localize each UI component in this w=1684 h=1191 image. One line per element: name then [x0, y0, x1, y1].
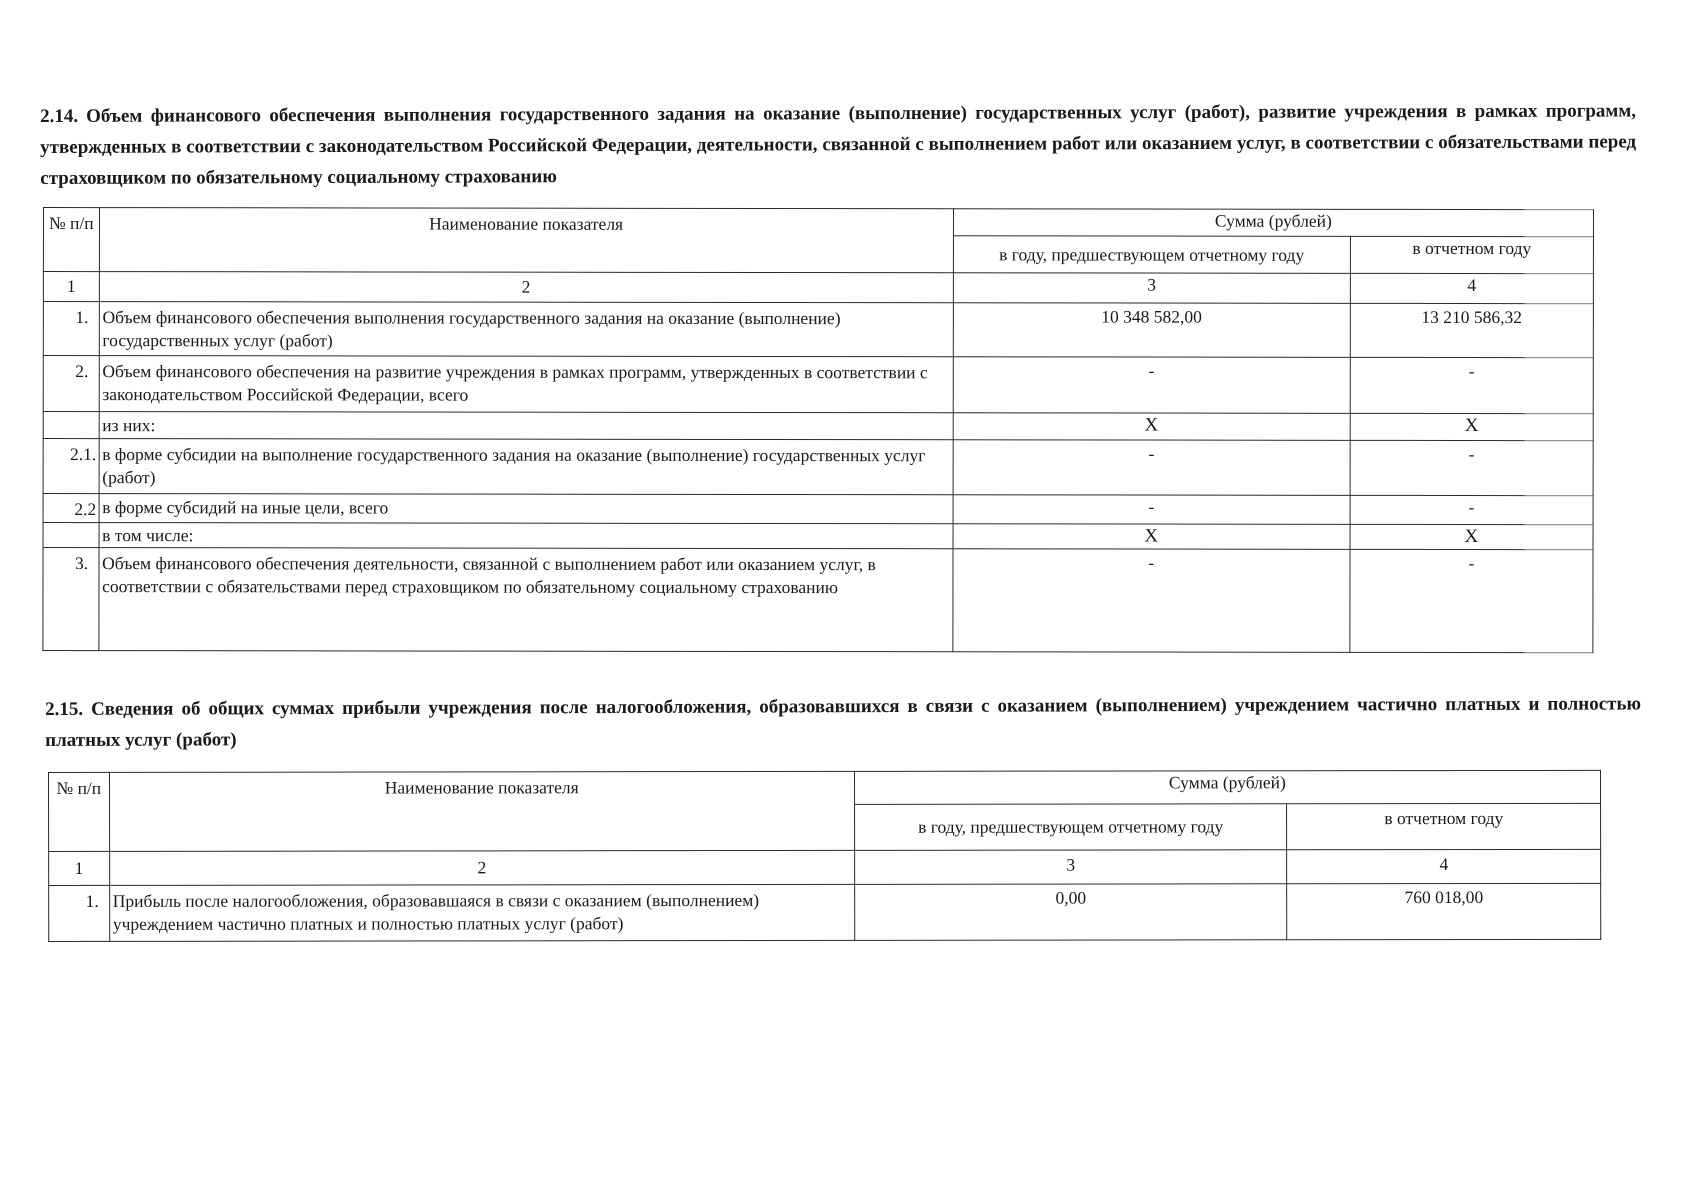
section-2-14-heading — [40, 95, 1636, 194]
table-row — [43, 356, 1593, 414]
col-number-1: 1 — [43, 272, 99, 302]
row-name: в форме субсидий на иные цели, всего — [99, 494, 953, 524]
row-number: 1. — [43, 302, 99, 356]
row-name: в том числе: — [99, 523, 953, 549]
row-number: 2.1. — [43, 439, 99, 494]
row-curr-value: X — [1350, 413, 1593, 440]
header-prev-year: в году, предшествующем отчетному году — [953, 236, 1350, 274]
table-row — [49, 883, 1601, 941]
row-name: Объем финансового обеспечения деятельности, связанной с выполнением работ или оказанием услуг, в соответствии с обязательствами перед страховщиком по обязательному социальному страхованию — [99, 548, 953, 652]
section-number: 2.15. — [45, 698, 84, 720]
table-row — [43, 523, 1593, 550]
row-number — [43, 412, 99, 439]
header-sum: Сумма (рублей) — [953, 209, 1593, 237]
table-header-row — [49, 770, 1601, 805]
table-row — [43, 412, 1593, 441]
col-number-3: 3 — [953, 273, 1350, 304]
row-number: 1. — [49, 885, 110, 941]
row-prev-value: - — [953, 440, 1350, 496]
section-title: Сведения об общих суммах прибыли учреждения после налогообложения, образовавшихся в связи с оказанием (выполнением) учреждением частично платных и полностью платных услуг (работ) — [45, 693, 1642, 751]
row-number — [43, 523, 99, 548]
header-sum: Сумма (рублей) — [854, 770, 1600, 804]
row-prev-value: 10 348 582,00 — [953, 303, 1350, 358]
row-number: 2.2 — [43, 494, 99, 523]
row-name: из них: — [99, 412, 953, 440]
row-prev-value: X — [953, 413, 1350, 441]
row-prev-value: - — [953, 495, 1350, 525]
row-curr-value: - — [1350, 440, 1593, 495]
table-row — [43, 494, 1593, 525]
row-prev-value: - — [953, 549, 1350, 653]
col-number-4: 4 — [1287, 849, 1601, 883]
header-num: № п/п — [43, 208, 99, 272]
row-number: 2. — [43, 356, 99, 412]
section-title: Объем финансового обеспечения выполнения государственного задания на оказание (выполнение) государственных услуг (работ), развитие учреждения в рамках программ, утвержденных в соответствии с законодательством Российской Федерации, деятельности, связанной с выполнением работ или оказанием услуг, в соответствии с обязательствами перед страховщиком по обязательному социальному страхованию — [40, 100, 1637, 189]
col-number-2: 2 — [109, 850, 854, 885]
header-report-year: в отчетном году — [1350, 236, 1593, 273]
row-name: в форме субсидии на выполнение государственного задания на оказание (выполнение) государственных услуг (работ) — [99, 439, 953, 495]
header-name: Наименование показателя — [99, 208, 953, 273]
header-prev-year: в году, предшествующем отчетному году — [854, 804, 1287, 851]
row-curr-value: X — [1350, 524, 1593, 549]
row-name: Объем финансового обеспечения на развитие учреждения в рамках программ, утвержденных в соответствии с законодательством Российской Федерации, всего — [99, 356, 953, 413]
section-2-15-heading — [45, 688, 1641, 756]
profit-table — [48, 770, 1601, 942]
row-curr-value: 13 210 586,32 — [1350, 303, 1593, 357]
column-number-row — [49, 849, 1601, 885]
col-number-2: 2 — [99, 272, 953, 303]
table-row — [43, 302, 1593, 358]
financing-table — [42, 207, 1594, 653]
table-row — [43, 548, 1593, 653]
section-number: 2.14. — [40, 105, 79, 127]
row-curr-value: - — [1350, 495, 1593, 524]
row-prev-value: 0,00 — [854, 884, 1287, 941]
col-number-4: 4 — [1350, 273, 1593, 303]
table-header-row — [43, 208, 1593, 237]
col-number-3: 3 — [854, 850, 1287, 885]
column-number-row — [43, 272, 1593, 304]
header-name: Наименование показателя — [109, 771, 854, 851]
row-curr-value: 760 018,00 — [1287, 883, 1601, 939]
header-report-year: в отчетном году — [1287, 803, 1601, 849]
row-name: Объем финансового обеспечения выполнения государственного задания на оказание (выполнение) государственных услуг (работ) — [99, 302, 953, 357]
header-num: № п/п — [49, 772, 110, 851]
row-curr-value: - — [1350, 357, 1593, 413]
row-prev-value: - — [953, 357, 1350, 414]
row-name: Прибыль после налогообложения, образовавшаяся в связи с оказанием (выполнением) учреждением частично платных и полностью платных услуг (работ) — [109, 884, 854, 941]
row-curr-value: - — [1350, 549, 1593, 652]
table-row — [43, 439, 1593, 496]
col-number-1: 1 — [49, 851, 110, 885]
row-number: 3. — [43, 548, 99, 651]
row-prev-value: X — [953, 524, 1350, 550]
